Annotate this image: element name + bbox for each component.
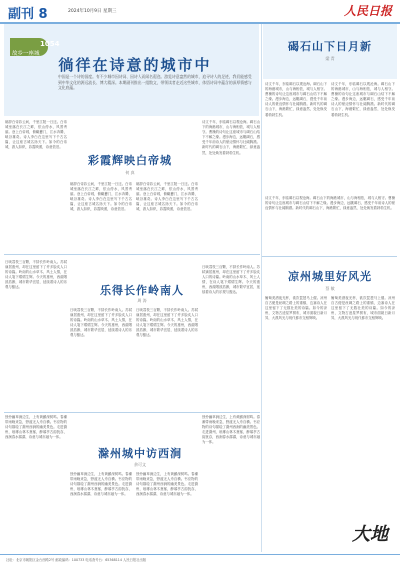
column-divider [261, 24, 262, 552]
article-title-liangzhou: 凉州城里好风光 [288, 270, 372, 283]
article-byline-jieshi: 梁 青 [325, 56, 335, 61]
article-body-jieshi: 诗文千年，东临碣石以观沧海。碣石山下的海港城市，山与海相依，城与人相守。曹操的诗句让这座城市与碣石山结下不解之缘。漫步海边，远眺碣石，感受千年前诗人的豪迈情怀与壮阔胸襟。新时代的碣石山下，海港繁忙，绿意盎然，处处焕发着勃勃生机。 [265, 82, 327, 117]
article-body-jieshi-4: 诗文千年，东临碣石以观沧海。碣石山下的海港城市，山与海相依，城与人相守。曹操的诗句让这座城市与碣石山结下不解之缘。漫步海边，远眺碣石，感受千年前诗人的豪迈情怀与壮阔胸襟。新时代的碣石山下，海港繁忙，绿意盎然，处处焕发着勃勃生机。 [265, 196, 395, 211]
article-body-chuzhou-4: 独怜幽草涧边生，上有黄鹂深树鸣。春潮带雨晚来急，野渡无人舟自横。韦应物的诗句描绘了滁州西涧的幽美景色。走进滁州，琅琊山林木葱郁，醉翁亭古韵犹存，西涧春水潺潺，诗意与城市融为一体。 [202, 415, 260, 445]
article-body-chuzhou-3: 独怜幽草涧边生，上有黄鹂深树鸣。春潮带雨晚来急，野渡无人舟自横。韦应物的诗句描绘了滁州西涧的幽美景色。走进滁州，琅琊山林木葱郁，醉翁亭古韵犹存，西涧春水潺潺，诗意与城市融为一体。 [136, 472, 198, 497]
section-label: 副刊 8 [8, 7, 48, 22]
article-byline-liangzhou: 蔡 敏 [325, 286, 335, 291]
series-number: 1054 [40, 40, 60, 48]
supplement-mark: 大地 [352, 524, 388, 545]
issue-date: 2024年10月9日 星期三 [68, 9, 117, 14]
article-body-baidi: 朝辞白帝彩云间，千里江陵一日还。白帝城坐落在长江之畔，依山傍水，风景秀丽。登上白帝城，俯瞰夔门，江水奔腾，峡谷雄奇。诗人李白在这里写下千古名篇，让这座古城名扬天下。如今的白帝城，游人如织，彩霞映照，诗意依旧。 [5, 120, 67, 150]
article-body-lingnan: 日啖荔枝三百颗，不辞长作岭南人。苏轼谪居惠州，却在这里留下了许多脍炙人口的诗篇。岭南的山水草木、风土人情，在诗人笔下熠熠生辉。今天的惠州，西湖烟波浩渺，城市繁华宜居，延续着诗人的乐观与豁达。 [5, 260, 67, 290]
feature-intro: 中国是一个诗的国度。有不少城市因诗词、因诗人而闻名遐迩。游览诗意盎然的城市，追寻诗人的足迹，我们能感受到中华文化的源远流长、博大精深。本期副刊推出一组散文，带领读者走近这些城市，体悟诗词中蕴含的深厚情感与文化底蕴。 [58, 74, 252, 91]
article-body-chuzhou: 独怜幽草涧边生，上有黄鹂深树鸣。春潮带雨晚来急，野渡无人舟自横。韦应物的诗句描绘了滁州西涧的幽美景色。走进滁州，琅琊山林木葱郁，醉翁亭古韵犹存，西涧春水潺潺，诗意与城市融为一体。 [5, 415, 67, 440]
page-header [0, 0, 400, 24]
article-byline-lingnan: 周 涛 [137, 298, 147, 303]
article-body-baidi-3: 朝辞白帝彩云间，千里江陵一日还。白帝城坐落在长江之畔，依山傍水，风景秀丽。登上白帝城，俯瞰夔门，江水奔腾，峡谷雄奇。诗人李白在这里写下千古名篇，让这座古城名扬天下。如今的白帝城，游人如织，彩霞映照，诗意依旧。 [136, 182, 198, 212]
article-body-jieshi-3: 诗文千年，东临碣石以观沧海。碣石山下的海港城市，山与海相依，城与人相守。曹操的诗句让这座城市与碣石山结下不解之缘。漫步海边，远眺碣石，感受千年前诗人的豪迈情怀与壮阔胸襟。新时代的碣石山下，海港繁忙，绿意盎然，处处焕发着勃勃生机。 [202, 120, 260, 155]
article-body-lingnan-3: 日啖荔枝三百颗，不辞长作岭南人。苏轼谪居惠州，却在这里留下了许多脍炙人口的诗篇。岭南的山水草木、风土人情，在诗人笔下熠熠生辉。今天的惠州，西湖烟波浩渺，城市繁华宜居，延续着诗人的乐观与豁达。 [136, 308, 198, 338]
article-title-jieshi: 碣石山下日月新 [288, 40, 372, 53]
divider-3 [262, 256, 397, 257]
article-byline-chuzhou: 余可文 [134, 462, 146, 467]
article-body-jieshi-2: 诗文千年，东临碣石以观沧海。碣石山下的海港城市，山与海相依，城与人相守。曹操的诗句让这座城市与碣石山结下不解之缘。漫步海边，远眺碣石，感受千年前诗人的豪迈情怀与壮阔胸襟。新时代的碣石山下，海港繁忙，绿意盎然，处处焕发着勃勃生机。 [331, 82, 395, 117]
newspaper-logo: 人民日报 [344, 4, 393, 18]
article-byline-baidi: 何 真 [125, 170, 135, 175]
article-body-baidi-2: 朝辞白帝彩云间，千里江陵一日还。白帝城坐落在长江之畔，依山傍水，风景秀丽。登上白帝城，俯瞰夔门，江水奔腾，峡谷雄奇。诗人李白在这里写下千古名篇，让这座古城名扬天下。如今的白帝城，游人如织，彩霞映照，诗意依旧。 [70, 182, 132, 212]
article-body-liangzhou-2: 葡萄美酒夜光杯，欲饮琵琶马上催。凉州自古便是丝绸之路上的重镇，边塞诗人在这里留下了无数壮美的诗篇。如今的凉州，文物古迹星罗棋布，城市面貌日新月异，大漠风光与现代都市交相辉映。 [331, 296, 395, 321]
divider [4, 254, 260, 255]
article-body-lingnan-2: 日啖荔枝三百颗，不辞长作岭南人。苏轼谪居惠州，却在这里留下了许多脍炙人口的诗篇。岭南的山水草木、风土人情，在诗人笔下熠熠生辉。今天的惠州，西湖烟波浩渺，城市繁华宜居，延续着诗人的乐观与豁达。 [70, 308, 132, 338]
series-name: 故乡一座城 [12, 51, 40, 57]
article-body-lingnan-4: 日啖荔枝三百颗，不辞长作岭南人。苏轼谪居惠州，却在这里留下了许多脍炙人口的诗篇。岭南的山水草木、风土人情，在诗人笔下熠熠生辉。今天的惠州，西湖烟波浩渺，城市繁华宜居，延续着诗人的乐观与豁达。 [202, 265, 260, 295]
article-title-chuzhou: 滁州城中访西涧 [98, 447, 182, 460]
article-body-liangzhou: 葡萄美酒夜光杯，欲饮琵琶马上催。凉州自古便是丝绸之路上的重镇，边塞诗人在这里留下了无数壮美的诗篇。如今的凉州，文物古迹星罗棋布，城市面貌日新月异，大漠风光与现代都市交相辉映。 [265, 296, 327, 321]
article-body-chuzhou-2: 独怜幽草涧边生，上有黄鹂深树鸣。春潮带雨晚来急，野渡无人舟自横。韦应物的诗句描绘了滁州西涧的幽美景色。走进滁州，琅琊山林木葱郁，醉翁亭古韵犹存，西涧春水潺潺，诗意与城市融为一体。 [70, 472, 132, 497]
divider-2 [4, 412, 260, 413]
article-title-baidi: 彩霞辉映白帝城 [88, 154, 172, 167]
page-footer: 社址：北京市朝阳区金台西路2号 邮政编码：100733 电话查号台：65368114 人民日报社出版 [0, 554, 400, 565]
article-title-lingnan: 乐得长作岭南人 [100, 284, 184, 297]
feature-title: 徜徉在诗意的城市中 [58, 56, 212, 74]
